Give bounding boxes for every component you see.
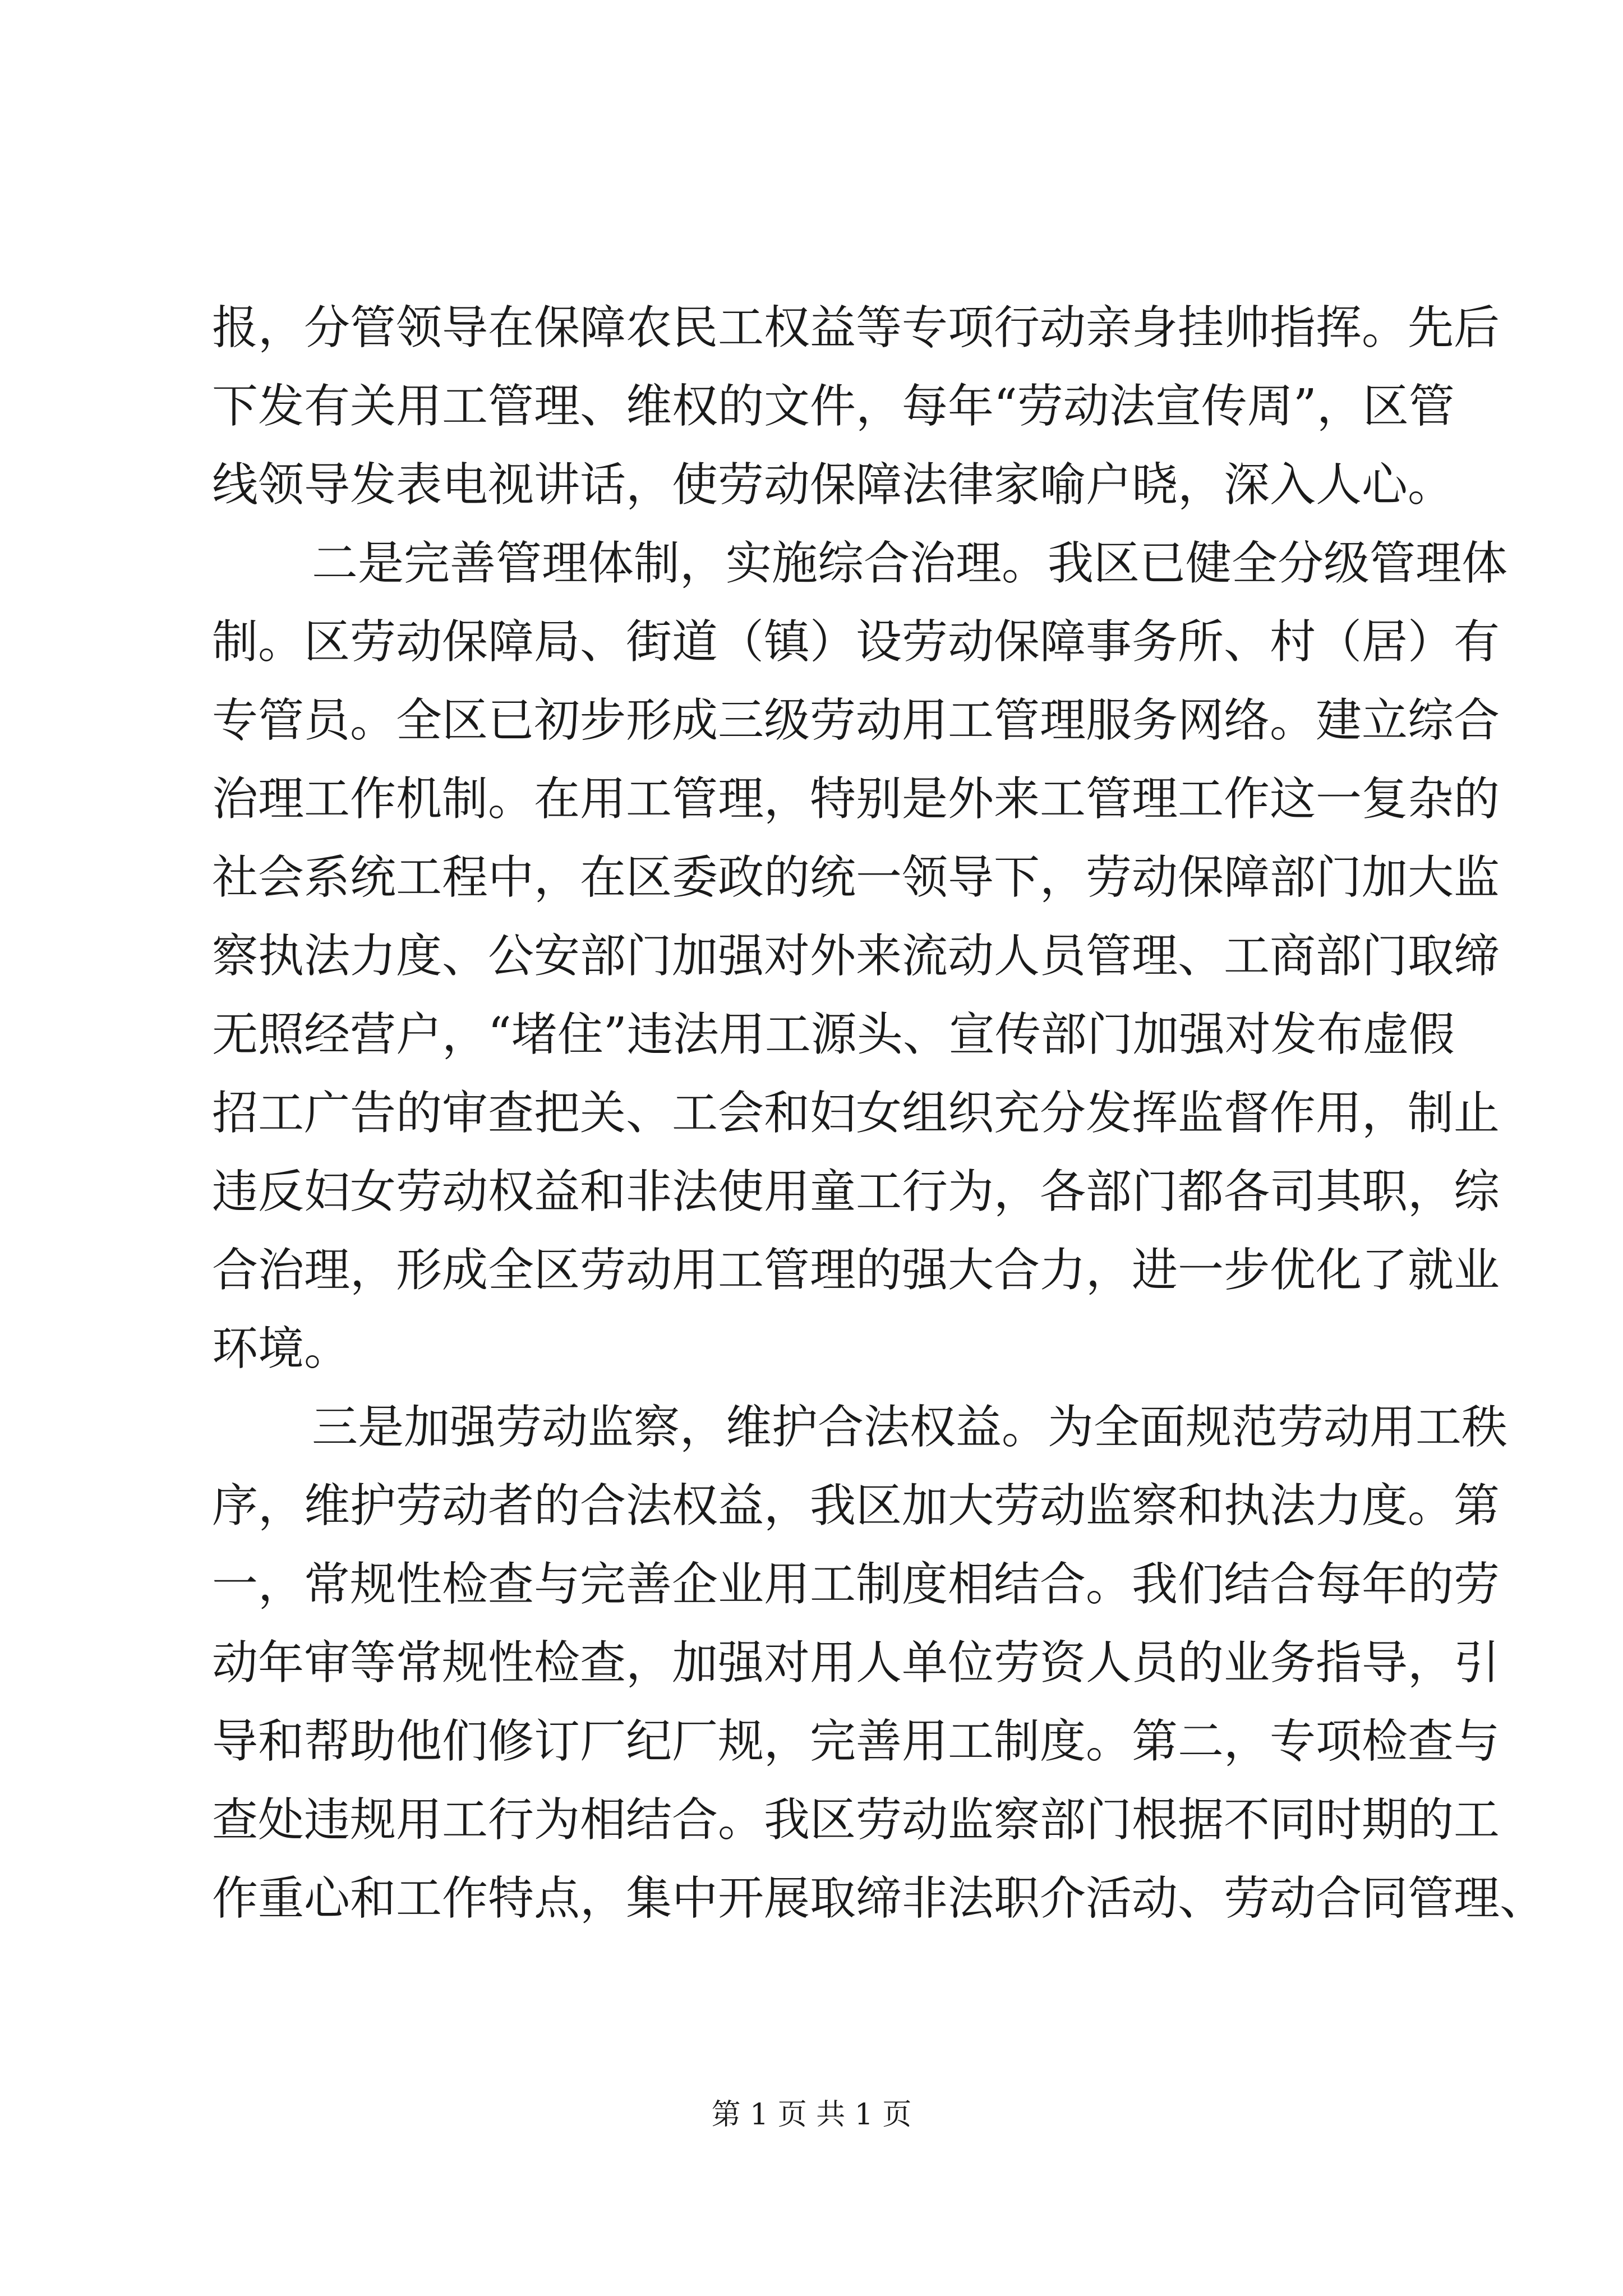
text-line: 导和帮助他们修订厂纪厂规，完善用工制度。第二，专项检查与 [212, 1715, 1500, 1768]
text-line: 治理工作机制。在用工管理，特别是外来工管理工作这一复杂的 [212, 772, 1500, 826]
text-line: 专管员。全区已初步形成三级劳动用工管理服务网络。建立综合 [212, 694, 1500, 747]
text-line: 察执法力度、公安部门加强对外来流动人员管理、工商部门取缔 [212, 930, 1500, 983]
text-line: 作重心和工作特点，集中开展取缔非法职介活动、劳动合同管理、 [212, 1872, 1546, 1925]
text-line: 一，常规性检查与完善企业用工制度相结合。我们结合每年的劳 [212, 1558, 1500, 1611]
text-line: 违反妇女劳动权益和非法使用童工行为，各部门都各司其职，综 [212, 1165, 1500, 1218]
text-line: 合治理，形成全区劳动用工管理的强大合力，进一步优化了就业 [212, 1244, 1500, 1297]
document-body [212, 289, 1546, 1938]
text-line: 制。区劳动保障局、街道（镇）设劳动保障事务所、村（居）有 [212, 615, 1500, 669]
paragraph [212, 1388, 1546, 1938]
text-line: 招工广告的审查把关、工会和妇女组织充分发挥监督作用，制止 [212, 1087, 1500, 1140]
text-line: 环境。 [212, 1322, 351, 1375]
text-line: 无照经营户，“堵住”违法用工源头、宣传部门加强对发布虚假 [212, 1008, 1455, 1061]
text-line: 社会系统工程中，在区委政的统一领导下，劳动保障部门加大监 [212, 851, 1500, 904]
text-line: 序，维护劳动者的合法权益，我区加大劳动监察和执法力度。第 [212, 1479, 1500, 1533]
text-line: 三是加强劳动监察，维护合法权益。为全面规范劳动用工秩 [312, 1401, 1508, 1454]
text-line: 动年审等常规性检查，加强对用人单位劳资人员的业务指导，引 [212, 1636, 1500, 1690]
text-line: 线领导发表电视讲话，使劳动保障法律家喻户晓，深入人心。 [212, 458, 1454, 512]
paragraph [212, 289, 1500, 524]
text-line: 下发有关用工管理、维权的文件，每年“劳动法宣传周”，区管 [212, 380, 1455, 433]
paragraph [212, 524, 1508, 1388]
text-line: 二是完善管理体制，实施综合治理。我区已健全分级管理体 [312, 537, 1508, 590]
page-footer: 第 1 页 共 1 页 [711, 2098, 912, 2132]
text-line: 查处违规用工行为相结合。我区劳动监察部门根据不同时期的工 [212, 1793, 1500, 1847]
text-line: 报，分管领导在保障农民工权益等专项行动亲身挂帅指挥。先后 [212, 301, 1500, 355]
